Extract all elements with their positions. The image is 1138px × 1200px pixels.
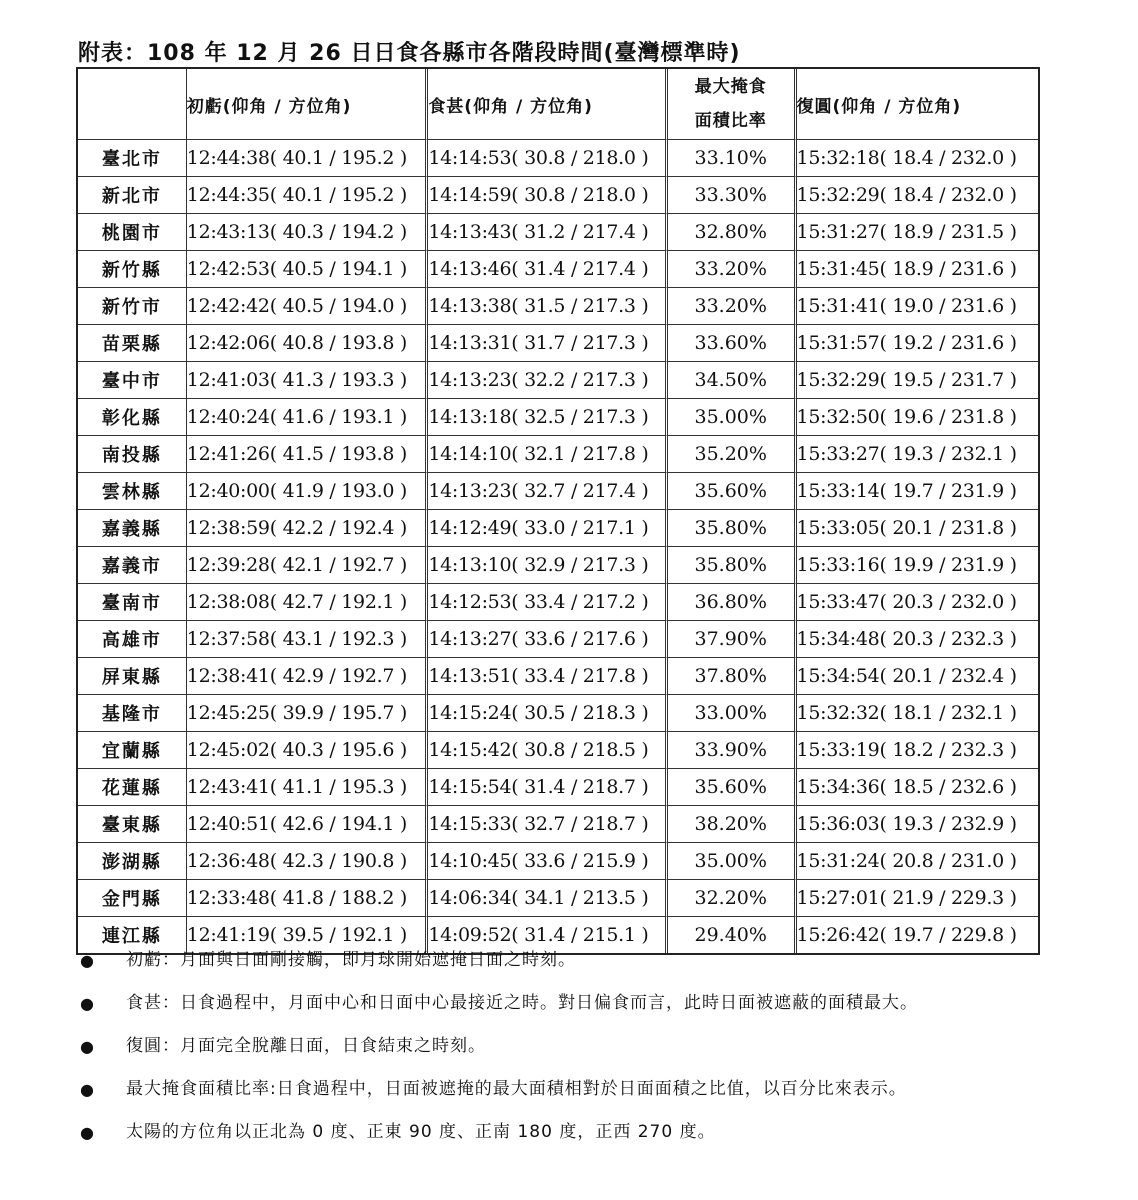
- row-first-contact: 12:40:51( 42.6 / 194.1 ): [187, 806, 429, 843]
- note-item: [80, 1116, 1060, 1149]
- table-row: [78, 769, 1038, 806]
- row-last-contact: 15:34:36( 18.5 / 232.6 ): [797, 769, 1038, 806]
- row-city: 臺南市: [78, 584, 187, 621]
- row-max-ratio: 38.20%: [668, 806, 797, 843]
- table-row: [78, 288, 1038, 325]
- row-last-contact: 15:33:47( 20.3 / 232.0 ): [797, 584, 1038, 621]
- row-city: 臺中市: [78, 362, 187, 399]
- table-row: [78, 621, 1038, 658]
- row-last-contact: 15:34:48( 20.3 / 232.3 ): [797, 621, 1038, 658]
- row-city: 宜蘭縣: [78, 732, 187, 769]
- note-item: [80, 944, 1060, 977]
- table-row: [78, 843, 1038, 880]
- row-max-ratio: 36.80%: [668, 584, 797, 621]
- row-max-ratio: 35.80%: [668, 547, 797, 584]
- row-maximum: 14:15:42( 30.8 / 218.5 ): [428, 732, 668, 769]
- row-first-contact: 12:36:48( 42.3 / 190.8 ): [187, 843, 429, 880]
- row-last-contact: 15:33:16( 19.9 / 231.9 ): [797, 547, 1038, 584]
- notes-list: [80, 944, 1060, 1159]
- row-last-contact: 15:32:18( 18.4 / 232.0 ): [797, 140, 1038, 177]
- table-row: [78, 880, 1038, 917]
- row-last-contact: 15:33:05( 20.1 / 231.8 ): [797, 510, 1038, 547]
- row-maximum: 14:14:53( 30.8 / 218.0 ): [428, 140, 668, 177]
- row-maximum: 14:13:27( 33.6 / 217.6 ): [428, 621, 668, 658]
- row-max-ratio: 32.80%: [668, 214, 797, 251]
- row-max-ratio: 37.90%: [668, 621, 797, 658]
- row-first-contact: 12:42:42( 40.5 / 194.0 ): [187, 288, 429, 325]
- row-max-ratio: 35.80%: [668, 510, 797, 547]
- note-text: 初虧：月面與日面剛接觸，即月球開始遮掩日面之時刻。: [126, 950, 576, 970]
- row-maximum: 14:06:34( 34.1 / 213.5 ): [428, 880, 668, 917]
- row-last-contact: 15:32:29( 19.5 / 231.7 ): [797, 362, 1038, 399]
- row-first-contact: 12:45:25( 39.9 / 195.7 ): [187, 695, 429, 732]
- row-last-contact: 15:32:50( 19.6 / 231.8 ): [797, 399, 1038, 436]
- row-city: 臺北市: [78, 140, 187, 177]
- row-maximum: 14:10:45( 33.6 / 215.9 ): [428, 843, 668, 880]
- header-first-contact: 初虧(仰角 / 方位角): [187, 69, 429, 140]
- row-last-contact: 15:32:32( 18.1 / 232.1 ): [797, 695, 1038, 732]
- row-city: 屏東縣: [78, 658, 187, 695]
- row-first-contact: 12:44:38( 40.1 / 195.2 ): [187, 140, 429, 177]
- row-city: 澎湖縣: [78, 843, 187, 880]
- row-maximum: 14:09:52( 31.4 / 215.1 ): [428, 917, 668, 953]
- row-first-contact: 12:40:00( 41.9 / 193.0 ): [187, 473, 429, 510]
- header-maximum: 食甚(仰角 / 方位角): [428, 69, 668, 140]
- row-first-contact: 12:41:26( 41.5 / 193.8 ): [187, 436, 429, 473]
- row-maximum: 14:13:46( 31.4 / 217.4 ): [428, 251, 668, 288]
- row-last-contact: 15:27:01( 21.9 / 229.3 ): [797, 880, 1038, 917]
- table-header-row: [78, 69, 1038, 140]
- table-row: [78, 214, 1038, 251]
- row-first-contact: 12:39:28( 42.1 / 192.7 ): [187, 547, 429, 584]
- table-row: [78, 251, 1038, 288]
- bullet-icon: ●: [80, 994, 95, 1013]
- row-city: 新竹縣: [78, 251, 187, 288]
- row-max-ratio: 32.20%: [668, 880, 797, 917]
- row-first-contact: 12:44:35( 40.1 / 195.2 ): [187, 177, 429, 214]
- bullet-icon: ●: [80, 1037, 95, 1056]
- row-maximum: 14:13:38( 31.5 / 217.3 ): [428, 288, 668, 325]
- row-first-contact: 12:38:08( 42.7 / 192.1 ): [187, 584, 429, 621]
- row-last-contact: 15:36:03( 19.3 / 232.9 ): [797, 806, 1038, 843]
- row-last-contact: 15:33:19( 18.2 / 232.3 ): [797, 732, 1038, 769]
- row-last-contact: 15:32:29( 18.4 / 232.0 ): [797, 177, 1038, 214]
- row-maximum: 14:13:43( 31.2 / 217.4 ): [428, 214, 668, 251]
- table-row: [78, 806, 1038, 843]
- row-max-ratio: 29.40%: [668, 917, 797, 953]
- row-first-contact: 12:43:13( 40.3 / 194.2 ): [187, 214, 429, 251]
- row-last-contact: 15:31:45( 18.9 / 231.6 ): [797, 251, 1038, 288]
- row-first-contact: 12:41:03( 41.3 / 193.3 ): [187, 362, 429, 399]
- row-maximum: 14:13:18( 32.5 / 217.3 ): [428, 399, 668, 436]
- page-title: 附表：108 年 12 月 26 日日食各縣市各階段時間(臺灣標準時): [78, 41, 741, 66]
- row-first-contact: 12:42:53( 40.5 / 194.1 ): [187, 251, 429, 288]
- row-maximum: 14:13:23( 32.2 / 217.3 ): [428, 362, 668, 399]
- row-city: 高雄市: [78, 621, 187, 658]
- row-city: 新北市: [78, 177, 187, 214]
- note-text: 最大掩食面積比率:日食過程中，日面被遮掩的最大面積相對於日面面積之比值，以百分比來表示。: [126, 1079, 907, 1099]
- table-row: [78, 362, 1038, 399]
- row-first-contact: 12:43:41( 41.1 / 195.3 ): [187, 769, 429, 806]
- row-max-ratio: 33.20%: [668, 251, 797, 288]
- note-item: [80, 1073, 1060, 1106]
- table-row: [78, 177, 1038, 214]
- row-max-ratio: 33.90%: [668, 732, 797, 769]
- table-row: [78, 510, 1038, 547]
- row-maximum: 14:13:31( 31.7 / 217.3 ): [428, 325, 668, 362]
- row-last-contact: 15:31:57( 19.2 / 231.6 ): [797, 325, 1038, 362]
- row-first-contact: 12:45:02( 40.3 / 195.6 ): [187, 732, 429, 769]
- row-city: 南投縣: [78, 436, 187, 473]
- row-max-ratio: 33.10%: [668, 140, 797, 177]
- bullet-icon: ●: [80, 1123, 95, 1142]
- row-max-ratio: 34.50%: [668, 362, 797, 399]
- row-max-ratio: 33.20%: [668, 288, 797, 325]
- row-maximum: 14:13:23( 32.7 / 217.4 ): [428, 473, 668, 510]
- row-city: 花蓮縣: [78, 769, 187, 806]
- row-city: 嘉義縣: [78, 510, 187, 547]
- header-last-contact: 復圓(仰角 / 方位角): [797, 69, 1038, 140]
- note-item: [80, 987, 1060, 1020]
- row-first-contact: 12:38:59( 42.2 / 192.4 ): [187, 510, 429, 547]
- row-max-ratio: 35.00%: [668, 399, 797, 436]
- table-row: [78, 732, 1038, 769]
- row-last-contact: 15:31:24( 20.8 / 231.0 ): [797, 843, 1038, 880]
- row-last-contact: 15:31:27( 18.9 / 231.5 ): [797, 214, 1038, 251]
- row-maximum: 14:15:24( 30.5 / 218.3 ): [428, 695, 668, 732]
- row-city: 彰化縣: [78, 399, 187, 436]
- table-row: [78, 547, 1038, 584]
- row-max-ratio: 33.00%: [668, 695, 797, 732]
- row-city: 基隆市: [78, 695, 187, 732]
- row-maximum: 14:12:53( 33.4 / 217.2 ): [428, 584, 668, 621]
- row-max-ratio: 37.80%: [668, 658, 797, 695]
- row-first-contact: 12:41:19( 39.5 / 192.1 ): [187, 917, 429, 953]
- note-text: 復圓：月面完全脫離日面，日食結束之時刻。: [126, 1036, 486, 1056]
- row-max-ratio: 33.30%: [668, 177, 797, 214]
- table-row: [78, 436, 1038, 473]
- header-max-ratio: [668, 69, 797, 140]
- row-last-contact: 15:34:54( 20.1 / 232.4 ): [797, 658, 1038, 695]
- row-max-ratio: 33.60%: [668, 325, 797, 362]
- row-city: 新竹市: [78, 288, 187, 325]
- row-maximum: 14:15:33( 32.7 / 218.7 ): [428, 806, 668, 843]
- note-text: 太陽的方位角以正北為 0 度、正東 90 度、正南 180 度，正西 270 度。: [126, 1122, 716, 1142]
- row-first-contact: 12:40:24( 41.6 / 193.1 ): [187, 399, 429, 436]
- row-last-contact: 15:33:14( 19.7 / 231.9 ): [797, 473, 1038, 510]
- row-city: 苗栗縣: [78, 325, 187, 362]
- row-city: 嘉義市: [78, 547, 187, 584]
- row-city: 金門縣: [78, 880, 187, 917]
- row-max-ratio: 35.20%: [668, 436, 797, 473]
- row-max-ratio: 35.60%: [668, 473, 797, 510]
- header-city: [78, 69, 187, 140]
- table-row: [78, 399, 1038, 436]
- row-maximum: 14:15:54( 31.4 / 218.7 ): [428, 769, 668, 806]
- header-max-ratio-line2: 面積比率: [694, 111, 767, 131]
- table-row: [78, 473, 1038, 510]
- row-maximum: 14:14:59( 30.8 / 218.0 ): [428, 177, 668, 214]
- row-max-ratio: 35.60%: [668, 769, 797, 806]
- table-row: [78, 695, 1038, 732]
- bullet-icon: ●: [80, 1080, 95, 1099]
- row-first-contact: 12:42:06( 40.8 / 193.8 ): [187, 325, 429, 362]
- note-item: [80, 1030, 1060, 1063]
- table-row: [78, 325, 1038, 362]
- row-city: 雲林縣: [78, 473, 187, 510]
- row-maximum: 14:13:51( 33.4 / 217.8 ): [428, 658, 668, 695]
- note-text: 食甚：日食過程中，月面中心和日面中心最接近之時。對日偏食而言，此時日面被遮蔽的面積最大。: [126, 993, 918, 1013]
- row-max-ratio: 35.00%: [668, 843, 797, 880]
- row-city: 臺東縣: [78, 806, 187, 843]
- table-body: [78, 140, 1038, 953]
- row-last-contact: 15:26:42( 19.7 / 229.8 ): [796, 924, 1017, 946]
- table-row: [78, 658, 1038, 695]
- row-city: 桃園市: [78, 214, 187, 251]
- table-row: [78, 140, 1038, 177]
- row-maximum: 14:13:10( 32.9 / 217.3 ): [428, 547, 668, 584]
- header-max-ratio-line1: 最大掩食: [694, 77, 767, 97]
- row-first-contact: 12:33:48( 41.8 / 188.2 ): [187, 880, 429, 917]
- row-maximum: 14:14:10( 32.1 / 217.8 ): [428, 436, 668, 473]
- row-first-contact: 12:37:58( 43.1 / 192.3 ): [187, 621, 429, 658]
- eclipse-times-table: [76, 67, 1040, 955]
- row-maximum: 14:12:49( 33.0 / 217.1 ): [428, 510, 668, 547]
- row-last-contact: 15:33:27( 19.3 / 232.1 ): [797, 436, 1038, 473]
- row-city: 連江縣: [78, 917, 187, 953]
- row-first-contact: 12:38:41( 42.9 / 192.7 ): [187, 658, 429, 695]
- row-last-contact: 15:31:41( 19.0 / 231.6 ): [797, 288, 1038, 325]
- table-row: [78, 584, 1038, 621]
- bullet-icon: ●: [80, 951, 95, 970]
